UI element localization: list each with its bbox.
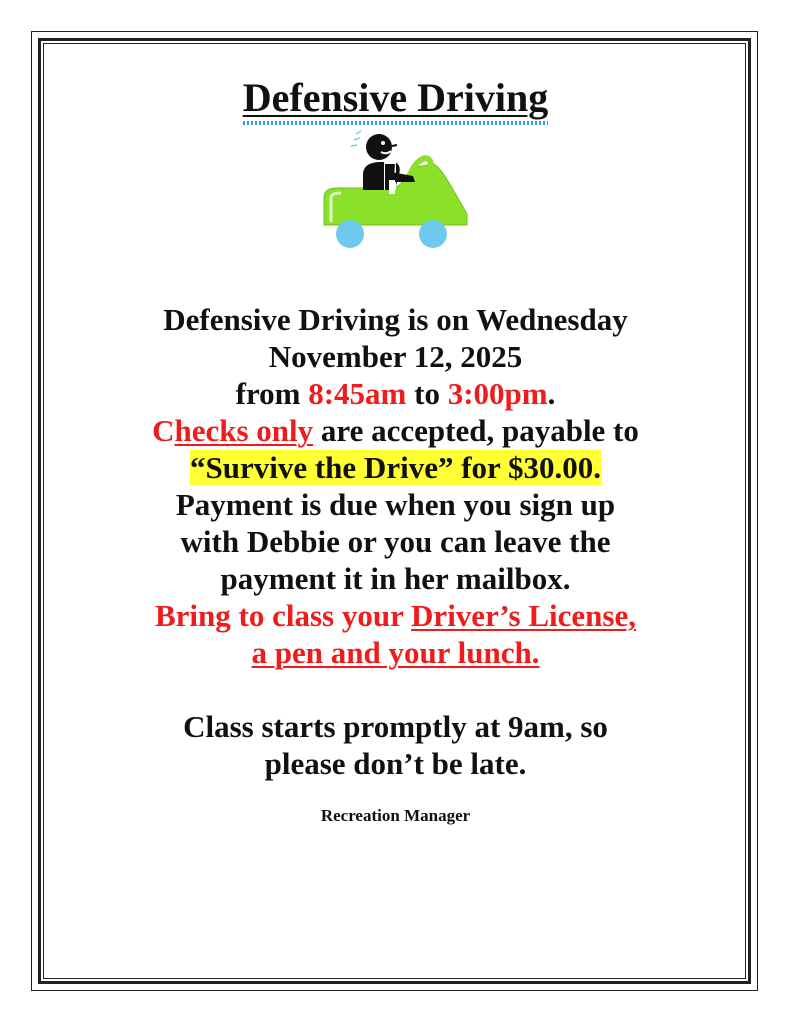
title-underline-dots xyxy=(243,121,549,125)
bring-item-license: Driver’s License, xyxy=(411,598,636,633)
time-end: 3:00pm xyxy=(447,376,548,411)
time-start: 8:45am xyxy=(308,376,407,411)
payment-method-line: Checks only are accepted, payable to xyxy=(152,413,639,448)
announcement-time: from 8:45am to 3:00pm. xyxy=(235,376,556,411)
checks-only-text: hecks only xyxy=(174,413,314,448)
announcement-line-1: Defensive Driving is on Wednesday xyxy=(163,302,628,337)
bring-item-pen-lunch: a pen and your lunch. xyxy=(251,635,540,670)
payment-line-1: Payment is due when you sign up xyxy=(175,487,616,522)
start-line-1: Class starts promptly at 9am, so xyxy=(183,709,608,744)
bring-line-1: Bring to class your Driver’s License, xyxy=(154,598,636,633)
payment-line-2: with Debbie or you can leave the xyxy=(180,524,611,559)
person-driving-car-icon xyxy=(321,130,471,255)
announcement-text xyxy=(44,301,747,782)
start-line-2: please don’t be late. xyxy=(264,746,527,781)
payment-line-3: payment it in her mailbox. xyxy=(220,561,571,596)
bring-line-2 xyxy=(44,634,747,671)
announcement-date: November 12, 2025 xyxy=(268,339,523,374)
payee-highlight: “Survive the Drive” for $30.00. xyxy=(190,450,601,485)
signature: Recreation Manager xyxy=(320,806,471,825)
flyer-content xyxy=(44,44,747,826)
payee-line xyxy=(44,449,747,486)
page-title: Defensive Driving xyxy=(243,74,549,122)
spacer xyxy=(44,671,747,708)
